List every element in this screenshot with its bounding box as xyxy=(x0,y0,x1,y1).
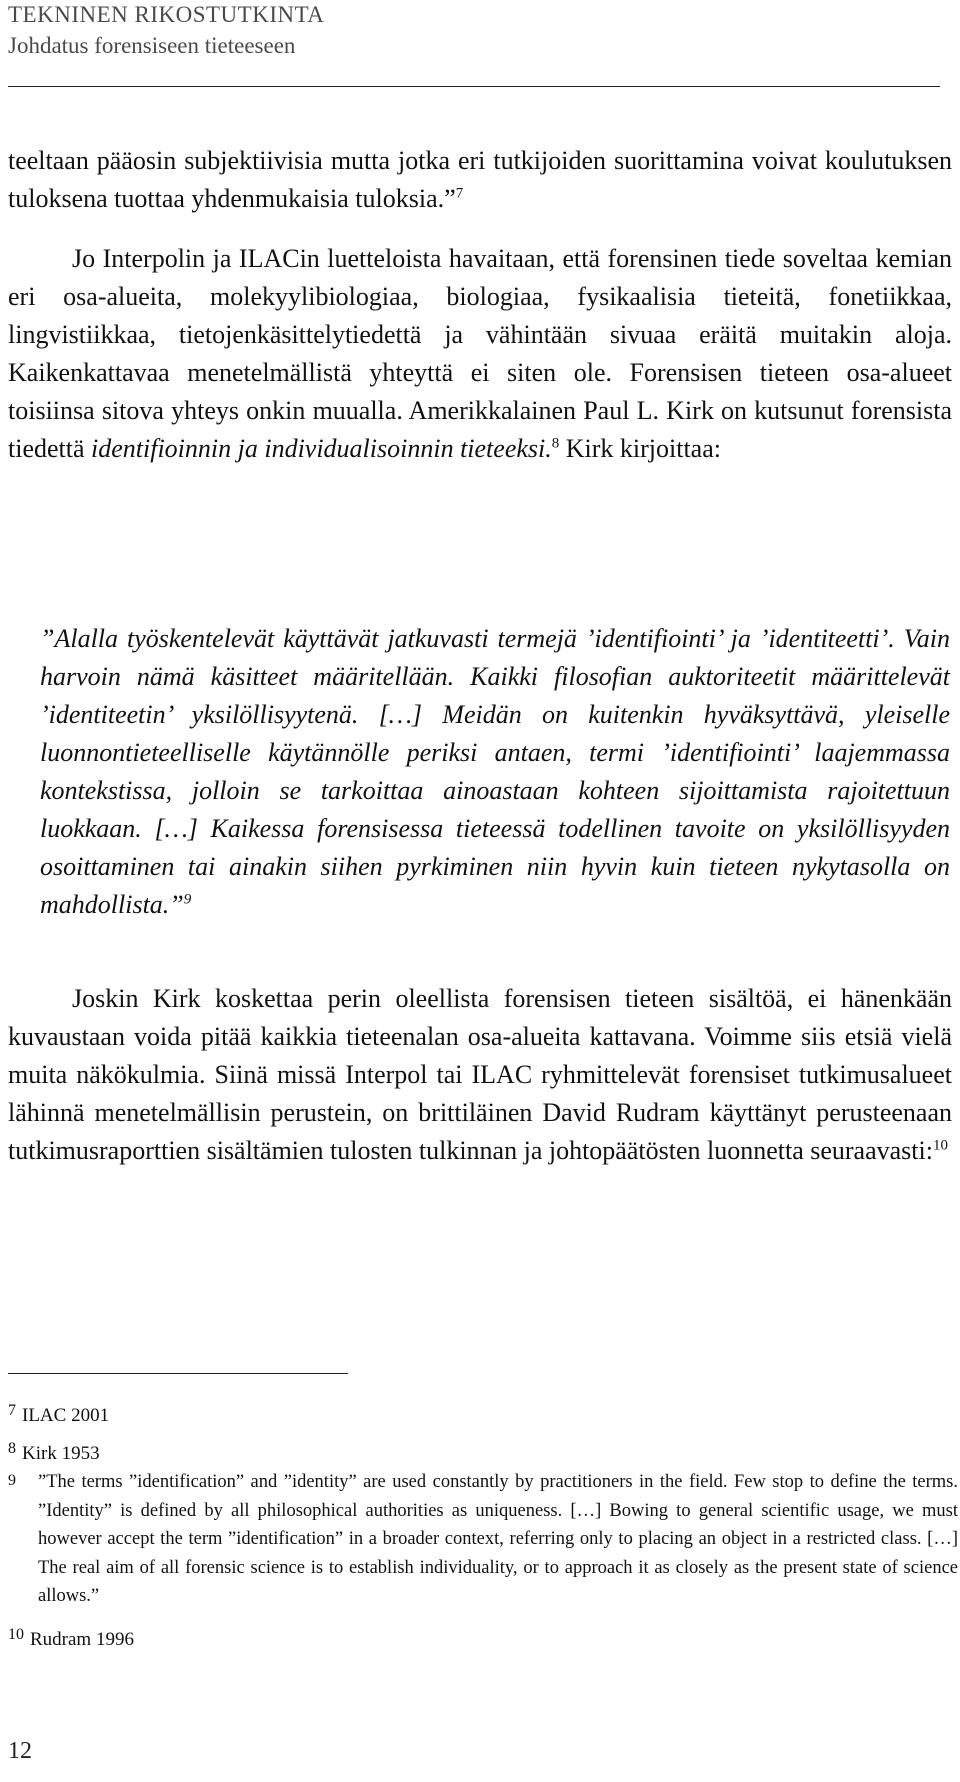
footnote-number: 7 xyxy=(8,1402,16,1419)
footnote-number: 8 xyxy=(8,1440,16,1457)
footnote-7 xyxy=(8,1398,109,1429)
block-quote xyxy=(40,620,950,924)
footnote-text: ”The terms ”identification” and ”identity” are used constantly by practitioners in the field. Few stop to define the terms. ”Identity” is defined by all philosophical authorities as uniqueness. […] Bowing to general scientific usage, we must however accept the term ”identification” in a broader context, referring only to placing an object in a restricted class. […] The real aim of all forensic science is to establish individuality, or to approach it as closely as the present state of science allows.” xyxy=(38,1472,958,1606)
quote-text: ”Alalla työskentelevät käyttävät jatkuvasti termejä ’identifiointi’ ja ’identiteetti’. Vain harvoin nämä käsitteet määritellään. Kaikki filosofian auktoriteetit määrittelevät ’identiteetin’ yksilöllisyytenä. […] Meidän on kuitenkin hyväksyttävä, yleiselle luonnontieteelliselle käytännölle periksi antaen, termi ’identifiointi’ laajemmassa kontekstissa, jolloin se tarkoittaa ainoastaan kohteen sijoittamista rajoitettuun luokkaan. […] Kaikessa forensisessa tieteessä todellinen tavoite on yksilöllisyyden osoittaminen tai ainakin siihen pyrkiminen niin hyvin kuin tieteen nykytasolla on mahdollista.” xyxy=(40,624,950,919)
footnote-number: 9 xyxy=(8,1472,16,1489)
paragraph-2-text-a: Jo Interpolin ja ILACin luetteloista havaitaan, että forensinen tiede soveltaa kemian eri osa-alueita, molekyylibiologiaa, biologiaa, fysikaalisia tieteitä, fonetiikkaa, lingvistiikkaa, tietojenkäsittelytiedettä ja vähintään sivuaa eräitä muitakin aloja. Kaikenkattavaa menetelmällistä yhteyttä ei siten ole. Forensisen tieteen osa-alueet toisiinsa sitova yhteys onkin muualla. Amerikkalainen Paul L. Kirk on kutsunut forensista tiedettä xyxy=(8,244,952,463)
paragraph-1 xyxy=(8,142,952,218)
paragraph-3 xyxy=(8,980,952,1170)
footnote-8 xyxy=(8,1436,100,1467)
footnote-number: 10 xyxy=(8,1626,24,1643)
footnote-ref-7: 7 xyxy=(455,185,464,202)
footnote-text: ILAC 2001 xyxy=(22,1405,110,1426)
header-subtitle: Johdatus forensiseen tieteeseen xyxy=(8,33,296,58)
paragraph-2-text-b: Kirk kirjoittaa: xyxy=(559,434,721,463)
paragraph-3-text: Joskin Kirk koskettaa perin oleellista forensisen tieteen sisältöä, ei hänenkään kuvaustaan voida pitää kaikkia tieteenalan osa-alueita kattavana. Voimme siis etsiä vielä muita näkökulmia. Siinä missä Interpol tai ILAC ryhmittelevät forensiset tutkimusalueet lähinnä menetelmällisin perustein, on brittiläinen David Rudram käyttänyt perusteenaan tutkimusraporttien sisältämien tulosten tulkinnan ja johtopäätösten luonnetta seuraavasti: xyxy=(8,984,952,1165)
footnote-text: Kirk 1953 xyxy=(22,1443,100,1464)
page-number: 12 xyxy=(8,1738,32,1764)
paragraph-2 xyxy=(8,240,952,468)
paragraph-2-italic: identifioinnin ja individualisoinnin tieteeksi. xyxy=(91,434,552,463)
footnote-ref-8: 8 xyxy=(551,435,560,452)
footnote-ref-10: 10 xyxy=(932,1137,948,1154)
footnote-text: Rudram 1996 xyxy=(30,1629,134,1650)
footnote-ref-9: 9 xyxy=(183,891,192,908)
paragraph-1-text: teeltaan pääosin subjektiivisia mutta jotka eri tutkijoiden suorittamina voivat koulutuksen tuloksena tuottaa yhdenmukaisia tuloksia.” xyxy=(8,146,952,213)
header-title: TEKNINEN RIKOSTUTKINTA xyxy=(8,2,325,27)
footnote-divider xyxy=(8,1373,348,1374)
footnote-10 xyxy=(8,1622,134,1653)
running-header xyxy=(8,0,324,62)
header-divider xyxy=(8,86,940,87)
